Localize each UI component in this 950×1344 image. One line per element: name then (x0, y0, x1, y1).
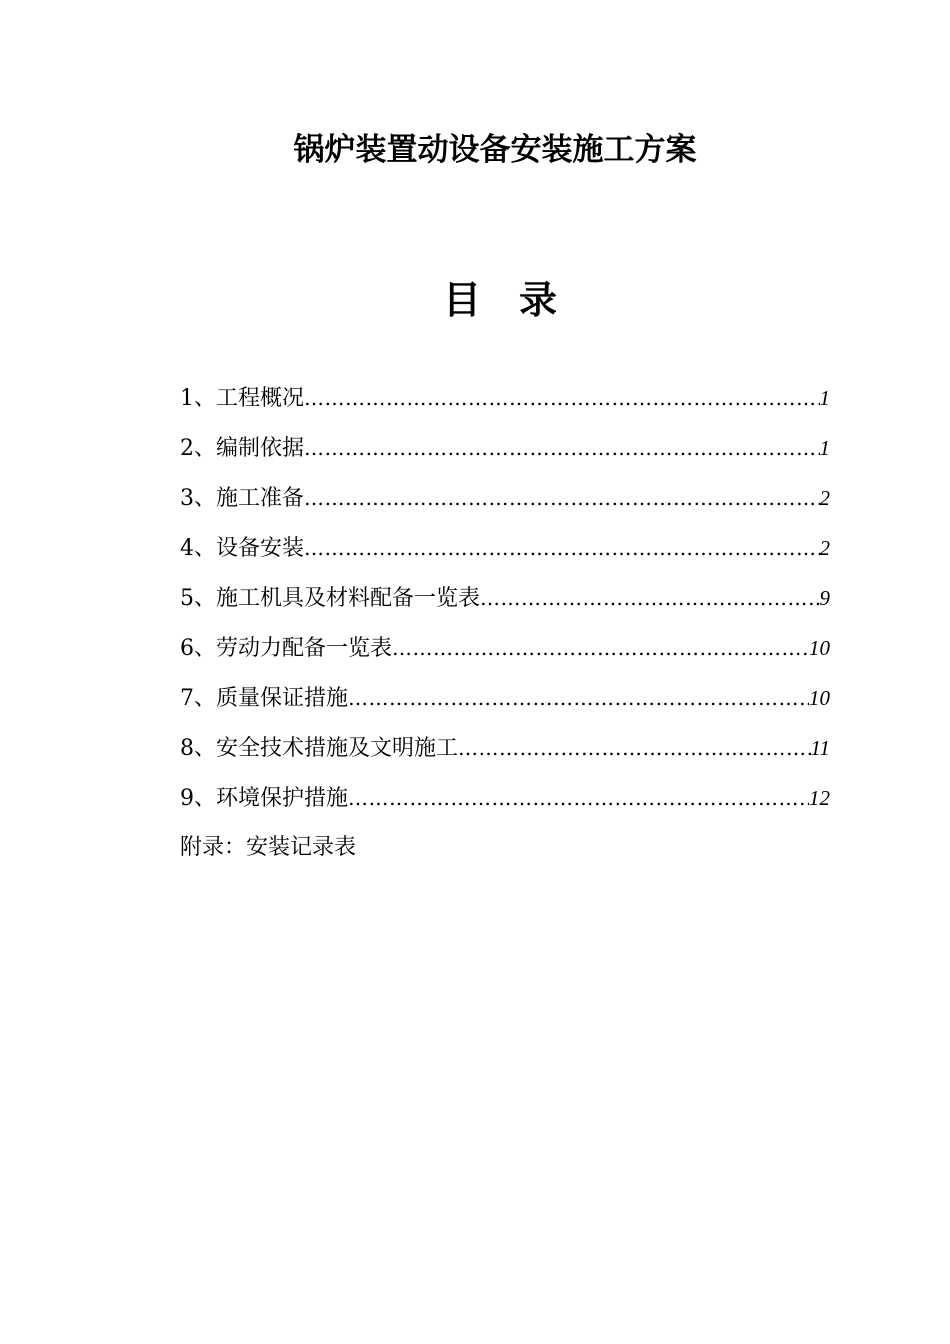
toc-entry[interactable] (180, 478, 830, 528)
toc-entry-label: 2、编制依据 (180, 436, 304, 461)
toc-page-number: 11 (810, 736, 830, 760)
toc-entry[interactable] (180, 378, 830, 428)
toc-heading (0, 274, 950, 326)
toc-dot-leader (304, 478, 820, 518)
document-title: 锅炉装置动设备安装施工方案 (293, 132, 697, 168)
toc-entry[interactable] (180, 678, 830, 728)
toc-entry-label: 8、安全技术措施及文明施工 (180, 736, 458, 761)
toc-dot-leader (304, 378, 820, 418)
toc-page-number: 2 (819, 536, 830, 560)
toc-dot-leader (348, 678, 809, 718)
toc-dot-leader (480, 578, 820, 618)
toc-entry-label: 5、施工机具及材料配备一览表 (180, 586, 480, 611)
toc-page-number: 12 (809, 786, 830, 810)
toc-entry-label: 6、劳动力配备一览表 (180, 636, 392, 661)
toc-entry-label: 4、设备安装 (180, 536, 304, 561)
toc-entry[interactable] (180, 428, 830, 478)
toc-dot-leader (304, 428, 820, 468)
toc-page-number: 10 (809, 636, 830, 660)
toc-entry[interactable] (180, 578, 830, 628)
toc-dot-leader (304, 528, 820, 568)
toc-entry[interactable] (180, 628, 830, 678)
toc-appendix-entry[interactable]: 附录：安装记录表 (180, 835, 357, 860)
toc-page-number: 2 (819, 486, 830, 510)
toc-entry[interactable] (180, 728, 830, 778)
toc-dot-leader (458, 728, 811, 768)
toc-entry[interactable] (180, 528, 830, 578)
toc-heading-char-right: 录 (519, 278, 558, 322)
toc-page-number: 9 (819, 586, 830, 610)
toc-dot-leader (348, 778, 809, 818)
table-of-contents (180, 378, 830, 828)
toc-heading-char-left: 目 (442, 278, 481, 322)
toc-entry-label: 1、工程概况 (180, 386, 304, 411)
toc-page-number: 1 (819, 386, 830, 410)
toc-entry-label: 9、环境保护措施 (180, 786, 348, 811)
toc-entry[interactable] (180, 778, 830, 828)
toc-dot-leader (392, 628, 809, 668)
toc-entry-label: 7、质量保证措施 (180, 686, 348, 711)
toc-entry-label: 3、施工准备 (180, 486, 304, 511)
toc-page-number: 1 (819, 436, 830, 460)
toc-page-number: 10 (809, 686, 830, 710)
